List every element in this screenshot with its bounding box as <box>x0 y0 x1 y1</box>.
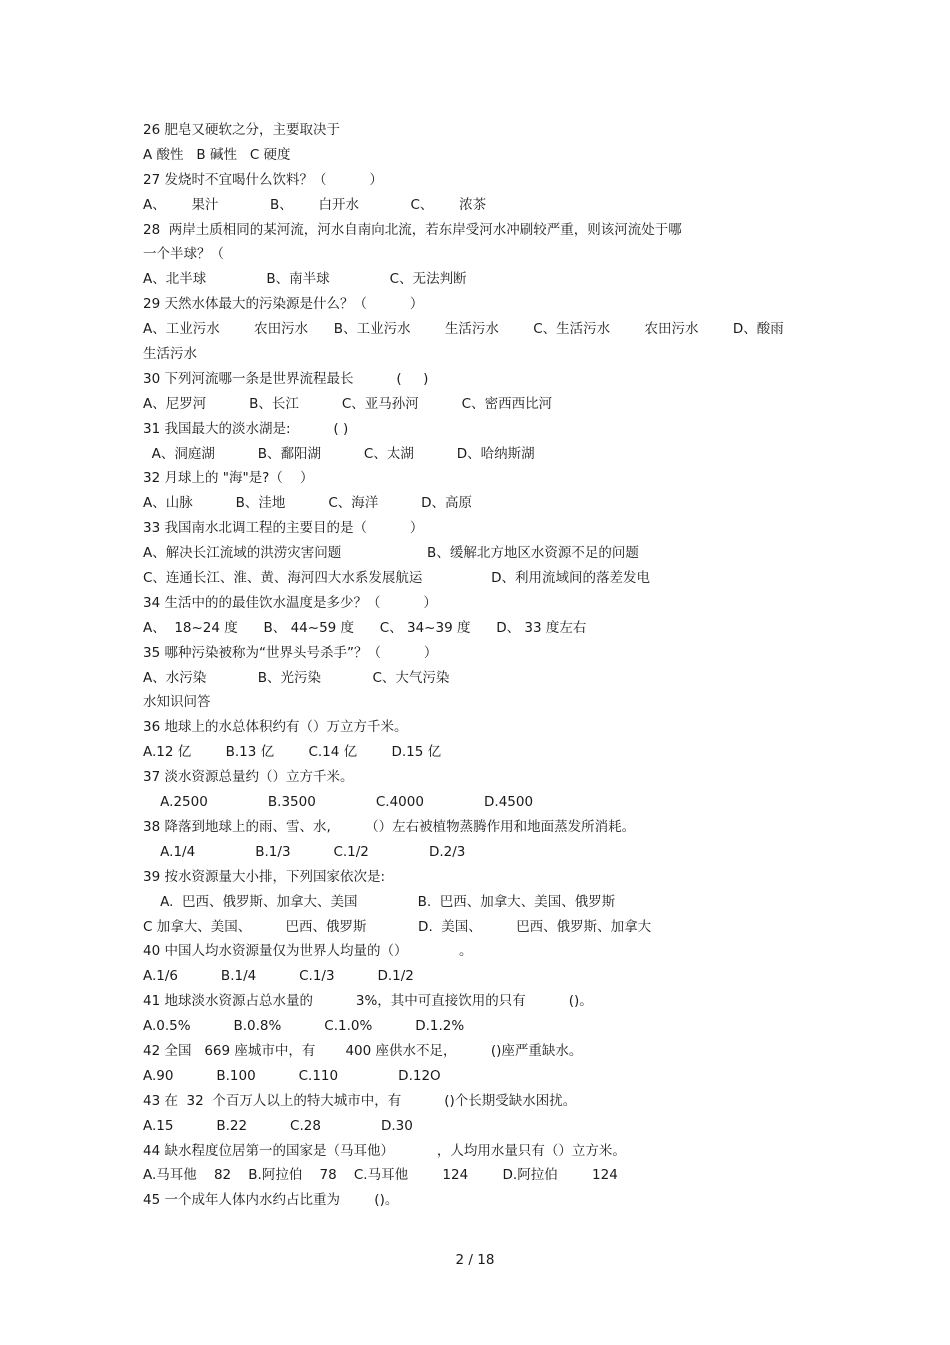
answer-options: A、 18~24 度 B、 44~59 度 C、 34~39 度 D、 33 度左右 <box>143 619 587 636</box>
question-line: 30 下列河流哪一条是世界流程最长 ( ) <box>143 370 429 387</box>
answer-options: A.12 亿 B.13 亿 C.14 亿 D.15 亿 <box>143 744 442 761</box>
question-line: 37 淡水资源总量约（）立方千米。 <box>143 769 354 786</box>
question-line-continued: 一个半球？（ <box>143 246 224 263</box>
question-line: 34 生活中的的最佳饮水温度是多少？（ ） <box>143 594 437 611</box>
question-line: 44 缺水程度位居第一的国家是（马耳他） ，人均用水量只有（）立方米。 <box>143 1142 626 1159</box>
question-line: 27 发烧时不宜喝什么饮料？（ ） <box>143 171 383 188</box>
question-line: 41 地球淡水资源占总水量的 3%，其中可直接饮用的只有 ()。 <box>143 993 593 1010</box>
question-line: 35 哪种污染被称为“世界头号杀手”？（ ） <box>143 644 438 661</box>
question-line: 36 地球上的水总体积约有（）万立方千米。 <box>143 719 408 736</box>
answer-options: A、北半球 B、南半球 C、无法判断 <box>143 271 467 288</box>
answer-options: C、连通长江、淮、黄、海河四大水系发展航运 D、利用流域间的落差发电 <box>143 570 650 587</box>
question-line: 38 降落到地球上的雨、雪、水, （）左右被植物蒸腾作用和地面蒸发所消耗。 <box>143 818 636 835</box>
answer-options-continued: 生活污水 <box>143 346 197 363</box>
question-line: 40 中国人均水资源量仅为世界人均量的（） 。 <box>143 943 473 960</box>
answer-options: A、解决长江流域的洪涝灾害问题 B、缓解北方地区水资源不足的问题 <box>143 545 639 562</box>
section-heading: 水知识问答 <box>143 694 211 711</box>
answer-options: A、尼罗河 B、长江 C、亚马孙河 C、密西西比河 <box>143 395 553 412</box>
answer-options: A、工业污水 农田污水 B、工业污水 生活污水 C、生活污水 农田污水 D、酸雨 <box>143 321 784 338</box>
question-line: 42 全国 669 座城市中，有 400 座供水不足， ()座严重缺水。 <box>143 1042 583 1059</box>
question-line: 31 我国最大的淡水湖是: ( ) <box>143 420 349 437</box>
page-number: 2 / 18 <box>455 1252 495 1268</box>
answer-options: A.2500 B.3500 C.4000 D.4500 <box>143 794 534 811</box>
question-line: 26 肥皂又硬软之分，主要取决于 <box>143 122 340 138</box>
question-line: 39 按水资源量大小排，下列国家依次是: <box>143 868 386 885</box>
answer-options: C 加拿大、美国、 巴西、俄罗斯 D. 美国、 巴西、俄罗斯、加拿大 <box>143 918 652 935</box>
answer-options: A、洞庭湖 B、鄱阳湖 C、太湖 D、哈纳斯湖 <box>143 445 535 462</box>
answer-options: A、 果汁 B、 白开水 C、 浓茶 <box>143 196 487 213</box>
question-line: 29 天然水体最大的污染源是什么？（ ） <box>143 296 424 313</box>
question-line: 33 我国南水北调工程的主要目的是（ ） <box>143 520 424 537</box>
answer-options: A.1/6 B.1/4 C.1/3 D.1/2 <box>143 968 414 985</box>
answer-options: A、山脉 B、洼地 C、海洋 D、高原 <box>143 495 473 512</box>
question-line: 32 月球上的 "海"是?（ ） <box>143 470 314 487</box>
quiz-content <box>143 118 813 1213</box>
answer-options: A.1/4 B.1/3 C.1/2 D.2/3 <box>143 843 466 860</box>
question-line: 28 两岸土质相同的某河流，河水自南向北流，若东岸受河水冲刷较严重，则该河流处于哪 <box>143 221 682 238</box>
answer-options: A、水污染 B、光污染 C、大气污染 <box>143 669 450 686</box>
answer-options: A 酸性 B 碱性 C 硬度 <box>143 146 291 163</box>
answer-options: A.马耳他 82 B.阿拉伯 78 C.马耳他 124 D.阿拉伯 124 <box>143 1167 618 1184</box>
question-line: 45 一个成年人体内水约占比重为 ()。 <box>143 1192 399 1209</box>
answer-options: A. 巴西、俄罗斯、加拿大、美国 B. 巴西、加拿大、美国、俄罗斯 <box>143 893 616 910</box>
answer-options: A.15 B.22 C.28 D.30 <box>143 1117 413 1134</box>
answer-options: A.0.5% B.0.8% C.1.0% D.1.2% <box>143 1018 465 1035</box>
answer-options: A.90 B.100 C.110 D.12O <box>143 1067 441 1084</box>
question-line: 43 在 32 个百万人以上的特大城市中，有 ()个长期受缺水困扰。 <box>143 1092 577 1109</box>
